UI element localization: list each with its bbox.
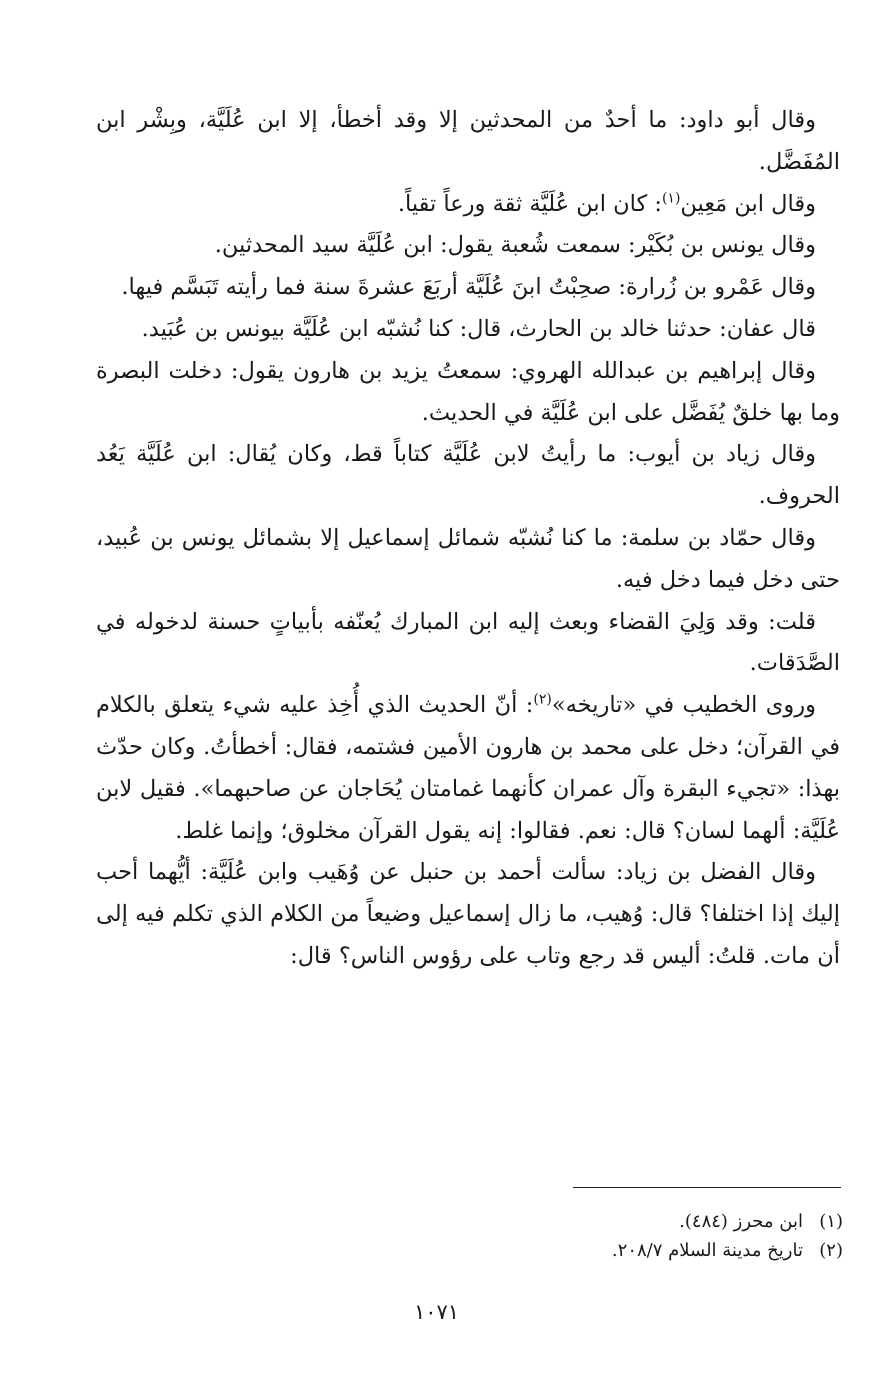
footnote-1 [300, 1207, 843, 1236]
footnote-separator [573, 1187, 841, 1188]
paragraph-ibrahim-harawi: وقال إبراهيم بن عبدالله الهروي: سمعتُ يزيد بن هارون يقول: دخلت البصرة وما بها خلقٌ يُفَضَّل على ابن عُلَيَّة في الحديث. [96, 357, 840, 426]
footnote-2 [300, 1236, 843, 1265]
footnote-text: ابن محرز (٤٨٤). [679, 1211, 803, 1232]
paragraph-abu-dawud: وقال أبو داود: ما أحدٌ من المحدثين إلا وقد أخطأ، إلا ابن عُلَيَّة، وبِشْر ابن المُفَضَّل. [96, 107, 840, 175]
main-text [96, 100, 840, 978]
paragraph-fadl-ziyad: وقال الفضل بن زياد: سألت أحمد بن حنبل عن وُهَيب وابن عُلَيَّة: أيُّهما أحب إليك إذا اختلفا؟ قال: وُهيب، ما زال إسماعيل وضيعاً من الكلام الذي تكلم فيه إلى أن مات. قلتُ: أليس قد رجع وتاب على رؤوس الناس؟ قال: [96, 859, 840, 969]
paragraph-qult: قلت: وقد وَلِيَ القضاء وبعث إليه ابن المبارك يُعنّفه بأبياتٍ حسنة لدخوله في الصَّدَقات. [96, 608, 840, 677]
paragraph-text: : كان ابن عُلَيَّة ثقة ورعاً تقياً. [397, 190, 662, 217]
paragraph-amr-zurara: وقال عَمْرو بن زُرارة: صحِبْتُ ابنَ عُلَيَّة أربَعَ عشرةَ سنة فما رأيته تَبَسَّم فيها. [121, 274, 816, 301]
footnote-marker-2[interactable]: (٢) [533, 691, 552, 708]
footnote-number: (٢) [819, 1240, 843, 1261]
paragraph-ziyad-ayyub: وقال زياد بن أيوب: ما رأيتُ لابن عُلَيَّة كتاباً قط، وكان يُقال: ابن عُلَيَّة يَعُد الحروف. [96, 441, 840, 510]
footnotes [300, 1207, 843, 1265]
page-number: ١٠٧١ [413, 1300, 460, 1324]
paragraph-ibn-main [96, 184, 840, 226]
paragraph-text: وروى الخطيب في «تاريخه» [551, 692, 816, 719]
paragraph-yunus-bukayr: وقال يونس بن بُكَيْر: سمعت شُعبة يقول: ابن عُلَيَّة سيد المحدثين. [214, 232, 816, 259]
footnote-number: (١) [819, 1211, 843, 1232]
paragraph-affan: قال عفان: حدثنا خالد بن الحارث، قال: كنا نُشبّه ابن عُلَيَّة بيونس بن عُبَيد. [141, 315, 816, 342]
paragraph-text: وقال ابن مَعِين [680, 190, 816, 217]
footnote-marker-1[interactable]: (١) [661, 190, 681, 207]
paragraph-khatib [96, 685, 840, 852]
paragraph-hammad-salama: وقال حمّاد بن سلمة: ما كنا نُشبّه شمائل إسماعيل إلا بشمائل يونس بن عُبيد، حتى دخل فيما دخل فيه. [96, 524, 840, 593]
paragraph-text: : أنّ الحديث الذي أُخِذ عليه شيء يتعلق بالكلام في القرآن؛ دخل على محمد بن هارون الأمين فشتمه، فقال: أخطأتُ. وكان حدّث بهذا: «تجيء البقرة وآل عمران كأنهما غمامتان يُحَاجان عن صاحبهما». فقيل لابن عُلَيَّة: ألهما لسان؟ قال: نعم. فقالوا: إنه يقول القرآن مخلوق؛ وإنما غلط. [96, 692, 840, 844]
footnote-text: تاريخ مدينة السلام ٢٠٨/٧. [611, 1240, 803, 1261]
